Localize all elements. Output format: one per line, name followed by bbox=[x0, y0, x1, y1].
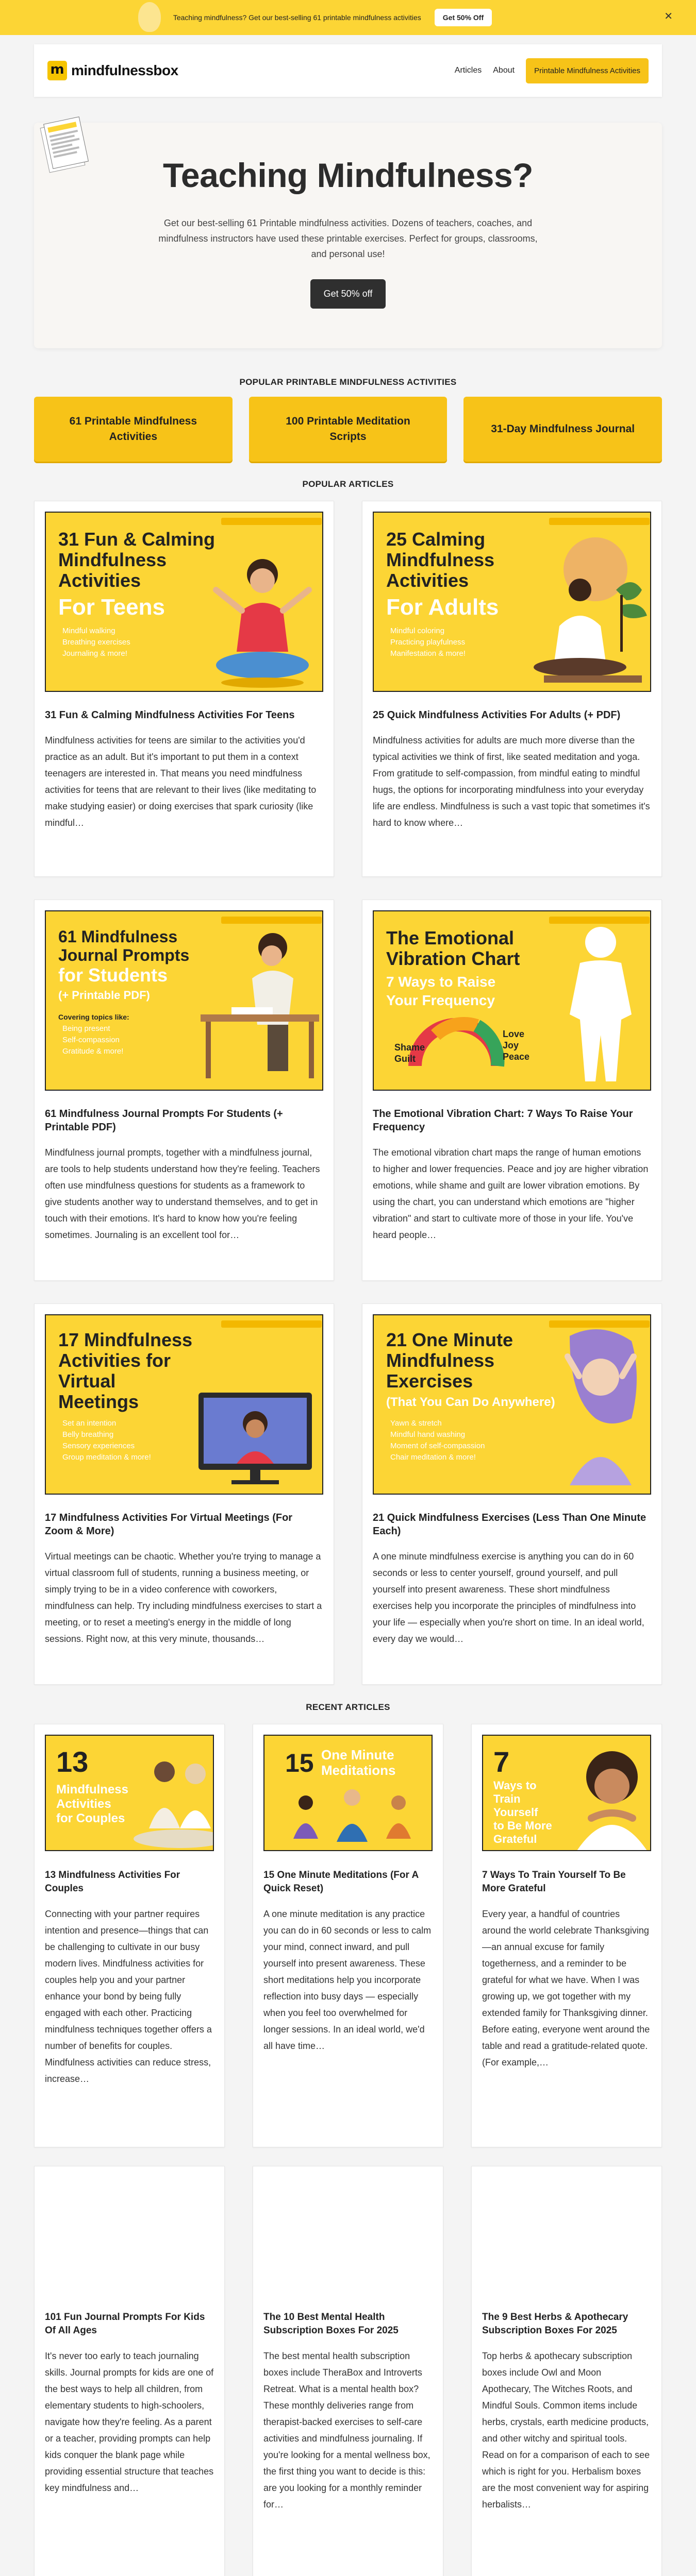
article-thumbnail-placeholder bbox=[263, 2177, 433, 2293]
recent-articles bbox=[0, 1724, 696, 2147]
nav-about[interactable]: About bbox=[493, 66, 515, 75]
article-card[interactable] bbox=[471, 1724, 662, 2147]
site-logo[interactable] bbox=[47, 61, 178, 80]
article-title: 13 Mindfulness Activities For Couples bbox=[45, 1870, 180, 1894]
thumb-title-line: The Emotional bbox=[386, 927, 515, 948]
thumb-bullet: Mindful hand washing bbox=[390, 1430, 466, 1439]
article-thumbnail bbox=[482, 1735, 651, 1851]
article-card[interactable] bbox=[362, 900, 662, 1281]
article-title: The 10 Best Mental Health Subscription Boxes For 2025 bbox=[263, 2312, 399, 2336]
thumb-caption: Covering topics like: bbox=[58, 1013, 129, 1021]
logo-icon bbox=[47, 61, 67, 80]
article-excerpt: The emotional vibration chart maps the range of human emotions to higher and lower frequencies. Peace and joy are higher vibration emotions, while shame and guilt are lower vibration emotions. By using the chart, you can understand which emotions are "higher vibration" and start to cultivate more of those in your life. You've heard people… bbox=[373, 1147, 649, 1240]
thumb-sub-text: (+ Printable PDF) bbox=[58, 989, 150, 1002]
article-thumbnail bbox=[373, 1314, 651, 1495]
category-buttons bbox=[0, 397, 696, 462]
article-title: The 9 Best Herbs & Apothecary Subscription Boxes For 2025 bbox=[482, 2312, 628, 2336]
thumb-bullet: Set an intention bbox=[62, 1419, 117, 1428]
article-thumbnail-placeholder bbox=[45, 2177, 214, 2293]
gratitude-illustration bbox=[483, 1736, 651, 1851]
thumb-title-line: 61 Mindfulness bbox=[58, 927, 178, 946]
popular-articles bbox=[0, 501, 696, 1685]
article-card[interactable] bbox=[34, 2166, 225, 2576]
thumb-number: 15 bbox=[285, 1749, 314, 1777]
thumb-bullet: Being present bbox=[62, 1024, 110, 1033]
thumb-label: Guilt bbox=[394, 1054, 416, 1064]
article-card[interactable] bbox=[253, 2166, 443, 2576]
thumb-title-line: Ways to bbox=[493, 1779, 537, 1792]
article-excerpt: Mindfulness journal prompts, together with a mindfulness journal, are tools to help students understand how they're feeling. Teachers often use mindfulness questions for students as a framework to give students another way to understand themselves, and to get in touch with their emotions. It's hard to know how you're feeling sometimes. Journaling is an excellent tool for… bbox=[45, 1147, 320, 1240]
hero-title: Teaching Mindfulness? bbox=[163, 156, 533, 194]
article-thumbnail-placeholder bbox=[482, 2177, 651, 2293]
article-excerpt: Top herbs & apothecary subscription boxes include Owl and Moon Apothecary, The Witches Roots, and Mindful Souls. Common items include herbs, crystals, earth medicine products, and other witchy and spiritual tools. Read on for a comparison of each to see which is right for you. Herbalism boxes are the most convenient way for aspiring herbalists… bbox=[482, 2351, 650, 2510]
thumb-title-line: 31 Fun & Calming bbox=[58, 529, 216, 550]
article-title: 101 Fun Journal Prompts For Kids Of All Ages bbox=[45, 2312, 205, 2336]
article-excerpt: The best mental health subscription boxes include TheraBox and Introverts Retreat. What is a mental health box? These monthly deliveries range from therapist-backed exercises to self-care activities and mindfulness journaling. If you're looking for a mental wellness box, the first thing you want to decide is this: are you looking for a monthly reminder for… bbox=[263, 2351, 430, 2510]
article-title: 17 Mindfulness Activities For Virtual Meetings (For Zoom & More) bbox=[45, 1512, 293, 1537]
virtual-meetings-illustration bbox=[46, 1315, 323, 1495]
announcement-decoration bbox=[138, 2, 161, 32]
thumb-title-line: Journal Prompts bbox=[58, 946, 190, 964]
thumb-title-line: 17 Mindfulness bbox=[58, 1329, 193, 1350]
article-card[interactable] bbox=[34, 1724, 225, 2147]
article-thumbnail bbox=[45, 1314, 323, 1495]
nav-printables-button[interactable]: Printable Mindfulness Activities bbox=[526, 58, 649, 83]
thumb-bullet: Belly breathing bbox=[62, 1430, 114, 1439]
thumb-bullet: Manifestation & more! bbox=[390, 649, 466, 658]
article-excerpt: Connecting with your partner requires intention and presence—things that can be challenging to cultivate in our busy modern lives. Mindfulness activities for couples help you and your partner enhance your bond by being fully engaged with each other. Practicing mindfulness techniques together offers a number of benefits for couples. Mindfulness activities can reduce stress, increase… bbox=[45, 1909, 212, 2084]
thumb-title-line: One Minute bbox=[321, 1747, 394, 1762]
thumb-big-line: Your Frequency bbox=[386, 992, 495, 1008]
thumb-title-line: 25 Calming bbox=[386, 529, 486, 550]
article-title: 15 One Minute Meditations (For A Quick Reset) bbox=[263, 1870, 419, 1894]
thumb-title-line: Mindfulness bbox=[58, 549, 167, 570]
thumb-title-line: Activities for bbox=[58, 1350, 171, 1371]
thumb-number: 13 bbox=[56, 1745, 89, 1778]
article-thumbnail bbox=[263, 1735, 433, 1851]
article-title: 21 Quick Mindfulness Exercises (Less Than One Minute Each) bbox=[373, 1512, 647, 1537]
recent-articles-row-2 bbox=[0, 2166, 696, 2576]
hero-section bbox=[34, 123, 662, 348]
thumb-bullet: Mindful coloring bbox=[390, 626, 445, 635]
thumb-big-line: 7 Ways to Raise bbox=[386, 974, 496, 990]
thumb-bullet: Mindful walking bbox=[62, 626, 115, 635]
hero-cta-button[interactable]: Get 50% off bbox=[310, 279, 386, 309]
thumb-number: 7 bbox=[493, 1745, 510, 1778]
thumb-bullet: Breathing exercises bbox=[62, 638, 130, 647]
thumb-big-text: (That You Can Do Anywhere) bbox=[386, 1395, 555, 1409]
thumb-label: Shame bbox=[394, 1042, 425, 1053]
thumb-bullet: Practicing playfulness bbox=[390, 638, 466, 647]
couples-illustration bbox=[46, 1736, 214, 1851]
announcement-text: Teaching mindfulness? Get our best-selling 61 printable mindfulness activities bbox=[173, 13, 421, 22]
article-excerpt: A one minute meditation is any practice you can do in 60 seconds or less to calm your mind, connect inward, and pull yourself into present awareness. These short meditations help you incorporate reflection into busy days — especially when you feel too overwhelmed for longer sessions. In an ideal world, we'd all have time… bbox=[263, 1909, 432, 2051]
category-button-activities[interactable]: 61 Printable Mindfulness Activities bbox=[34, 397, 233, 462]
thumb-title-line: Activities bbox=[386, 570, 469, 591]
popular-heading: POPULAR ARTICLES bbox=[302, 479, 394, 489]
logo-text: mindfulnessbox bbox=[71, 62, 178, 78]
teens-illustration bbox=[46, 513, 323, 692]
thumb-bullet: Yawn & stretch bbox=[390, 1419, 442, 1428]
thumb-title-line: Mindfulness bbox=[386, 549, 495, 570]
thumb-title-line: Activities bbox=[56, 1797, 111, 1811]
thumb-bullet: Moment of self-compassion bbox=[390, 1442, 485, 1450]
thumb-big-text: for Students bbox=[58, 964, 168, 986]
article-title: 31 Fun & Calming Mindfulness Activities For Teens bbox=[45, 709, 295, 721]
thumb-title-line: for Couples bbox=[56, 1811, 125, 1825]
thumb-title-line: Exercises bbox=[386, 1370, 473, 1392]
thumb-title-line: Mindfulness bbox=[386, 1350, 495, 1371]
article-card[interactable] bbox=[362, 501, 662, 877]
thumb-title-line: 21 One Minute bbox=[386, 1329, 513, 1350]
thumb-title-line: Activities bbox=[58, 570, 141, 591]
thumb-title-line: to Be More bbox=[493, 1819, 552, 1832]
thumb-title-line: Yourself bbox=[493, 1806, 538, 1819]
article-excerpt: Virtual meetings can be chaotic. Whether you're trying to manage a virtual classroom full of students, running a business meeting, or simply trying to be in a video conference with coworkers, mindfulness can help. Try including mindfulness exercises to start a meeting, or to reset a meeting's energy in the middle of long sessions. Right now, at this very minute, thousands… bbox=[45, 1551, 322, 1644]
thumb-bullet: Journaling & more! bbox=[62, 649, 127, 658]
one-minute-exercises-illustration bbox=[374, 1315, 651, 1495]
article-title: 7 Ways To Train Yourself To Be More Grateful bbox=[482, 1870, 626, 1894]
thumb-label: Peace bbox=[503, 1052, 530, 1062]
thumb-bullet: Group meditation & more! bbox=[62, 1453, 151, 1462]
adults-illustration bbox=[374, 513, 651, 692]
thumb-title-line: Vibration Chart bbox=[386, 948, 520, 969]
category-button-scripts[interactable]: 100 Printable Meditation Scripts bbox=[249, 397, 448, 462]
thumb-title-line: Mindfulness bbox=[56, 1783, 129, 1797]
vibration-chart-illustration bbox=[374, 911, 651, 1091]
article-thumbnail bbox=[373, 910, 651, 1091]
categories-heading: POPULAR PRINTABLE MINDFULNESS ACTIVITIES bbox=[239, 377, 457, 387]
article-card[interactable] bbox=[362, 1303, 662, 1685]
article-thumbnail bbox=[45, 910, 323, 1091]
article-card[interactable] bbox=[471, 2166, 662, 2576]
article-excerpt: A one minute mindfulness exercise is anything you can do in 60 seconds or less to center yourself, ground yourself, and pull yourself into present awareness. These short mindfulness exercises help you incorporate the principles of mindfulness into your life — especially when you're short on time. In an ideal world, every day we would… bbox=[373, 1551, 644, 1644]
thumb-bullet: Gratitude & more! bbox=[62, 1047, 124, 1056]
nav-articles[interactable]: Articles bbox=[454, 66, 482, 75]
close-icon[interactable]: ✕ bbox=[664, 11, 673, 22]
article-title: 61 Mindfulness Journal Prompts For Students (+ Printable PDF) bbox=[45, 1108, 283, 1133]
announcement-offer-button[interactable]: Get 50% Off bbox=[435, 9, 492, 26]
thumb-title-line: Meetings bbox=[58, 1391, 139, 1412]
article-card[interactable] bbox=[34, 900, 334, 1281]
recent-heading: RECENT ARTICLES bbox=[306, 1702, 390, 1712]
main-nav bbox=[455, 58, 649, 83]
article-card[interactable] bbox=[34, 1303, 334, 1685]
hero-description: Get our best-selling 61 Printable mindfulness activities. Dozens of teachers, coaches, and mindfulness instructors have used these printable exercises. Perfect for groups, classrooms, and personal use! bbox=[158, 218, 538, 259]
article-card[interactable] bbox=[34, 501, 334, 877]
thumb-title-line: Meditations bbox=[321, 1762, 396, 1778]
thumb-bullet: Chair meditation & more! bbox=[390, 1453, 476, 1462]
book-stack-image bbox=[33, 116, 94, 174]
students-journal-illustration bbox=[46, 911, 323, 1091]
thumb-bullet: Self-compassion bbox=[62, 1036, 120, 1044]
thumb-title-line: Train bbox=[493, 1792, 521, 1805]
article-excerpt: It's never too early to teach journaling skills. Journal prompts for kids are one of the best ways to help all children, from elementary students to high-schoolers, navigate how they're feeling. As a parent or a teacher, providing prompts can help kids conquer the blank page while providing essential structure that teaches key mindfulness and… bbox=[45, 2351, 214, 2493]
article-card[interactable] bbox=[253, 1724, 443, 2147]
article-title: 25 Quick Mindfulness Activities For Adults (+ PDF) bbox=[373, 709, 621, 721]
thumb-label: Love bbox=[503, 1029, 525, 1039]
site-header bbox=[34, 44, 662, 97]
thumb-label: Joy bbox=[503, 1040, 519, 1050]
meditations-illustration bbox=[264, 1736, 433, 1851]
article-thumbnail bbox=[45, 1735, 214, 1851]
article-thumbnail bbox=[373, 512, 651, 692]
thumb-bullet: Sensory experiences bbox=[62, 1442, 135, 1450]
article-title: The Emotional Vibration Chart: 7 Ways To Raise Your Frequency bbox=[373, 1108, 633, 1133]
announcement-bar bbox=[0, 0, 696, 35]
article-excerpt: Mindfulness activities for teens are similar to the activities you'd practice as an adult. But it's important to put them in a context teenagers are interested in. That means you need mindfulness activities for teens that are relevant to their lives (like meditating to make studying easier) or doing exercises that spark curiosity (like mindful… bbox=[45, 735, 317, 828]
thumb-title-line: Virtual bbox=[58, 1370, 116, 1392]
thumb-big-text: For Adults bbox=[386, 595, 499, 620]
article-excerpt: Every year, a handful of countries around the world celebrate Thanksgiving—an annual excuse for family togetherness, and a reminder to be grateful for what we have. When I was growing up, we got together with my extended family for Thanksgiving dinner. Before eating, everyone went around the table and read a gratitude-related quote. (For example,… bbox=[482, 1909, 650, 2067]
article-thumbnail bbox=[45, 512, 323, 692]
thumb-big-text: For Teens bbox=[58, 595, 165, 620]
category-button-journal[interactable]: 31-Day Mindfulness Journal bbox=[463, 397, 662, 462]
thumb-title-line: Grateful bbox=[493, 1833, 537, 1845]
article-excerpt: Mindfulness activities for adults are much more diverse than the typical activities we think of first, like seated meditation and yoga. From gratitude to self-compassion, from mindful eating to mindful hugs, the options for incorporating mindfulness into your everyday life are endless. Mindfulness is such a vast topic that sometimes it's hard to know where… bbox=[373, 735, 650, 828]
